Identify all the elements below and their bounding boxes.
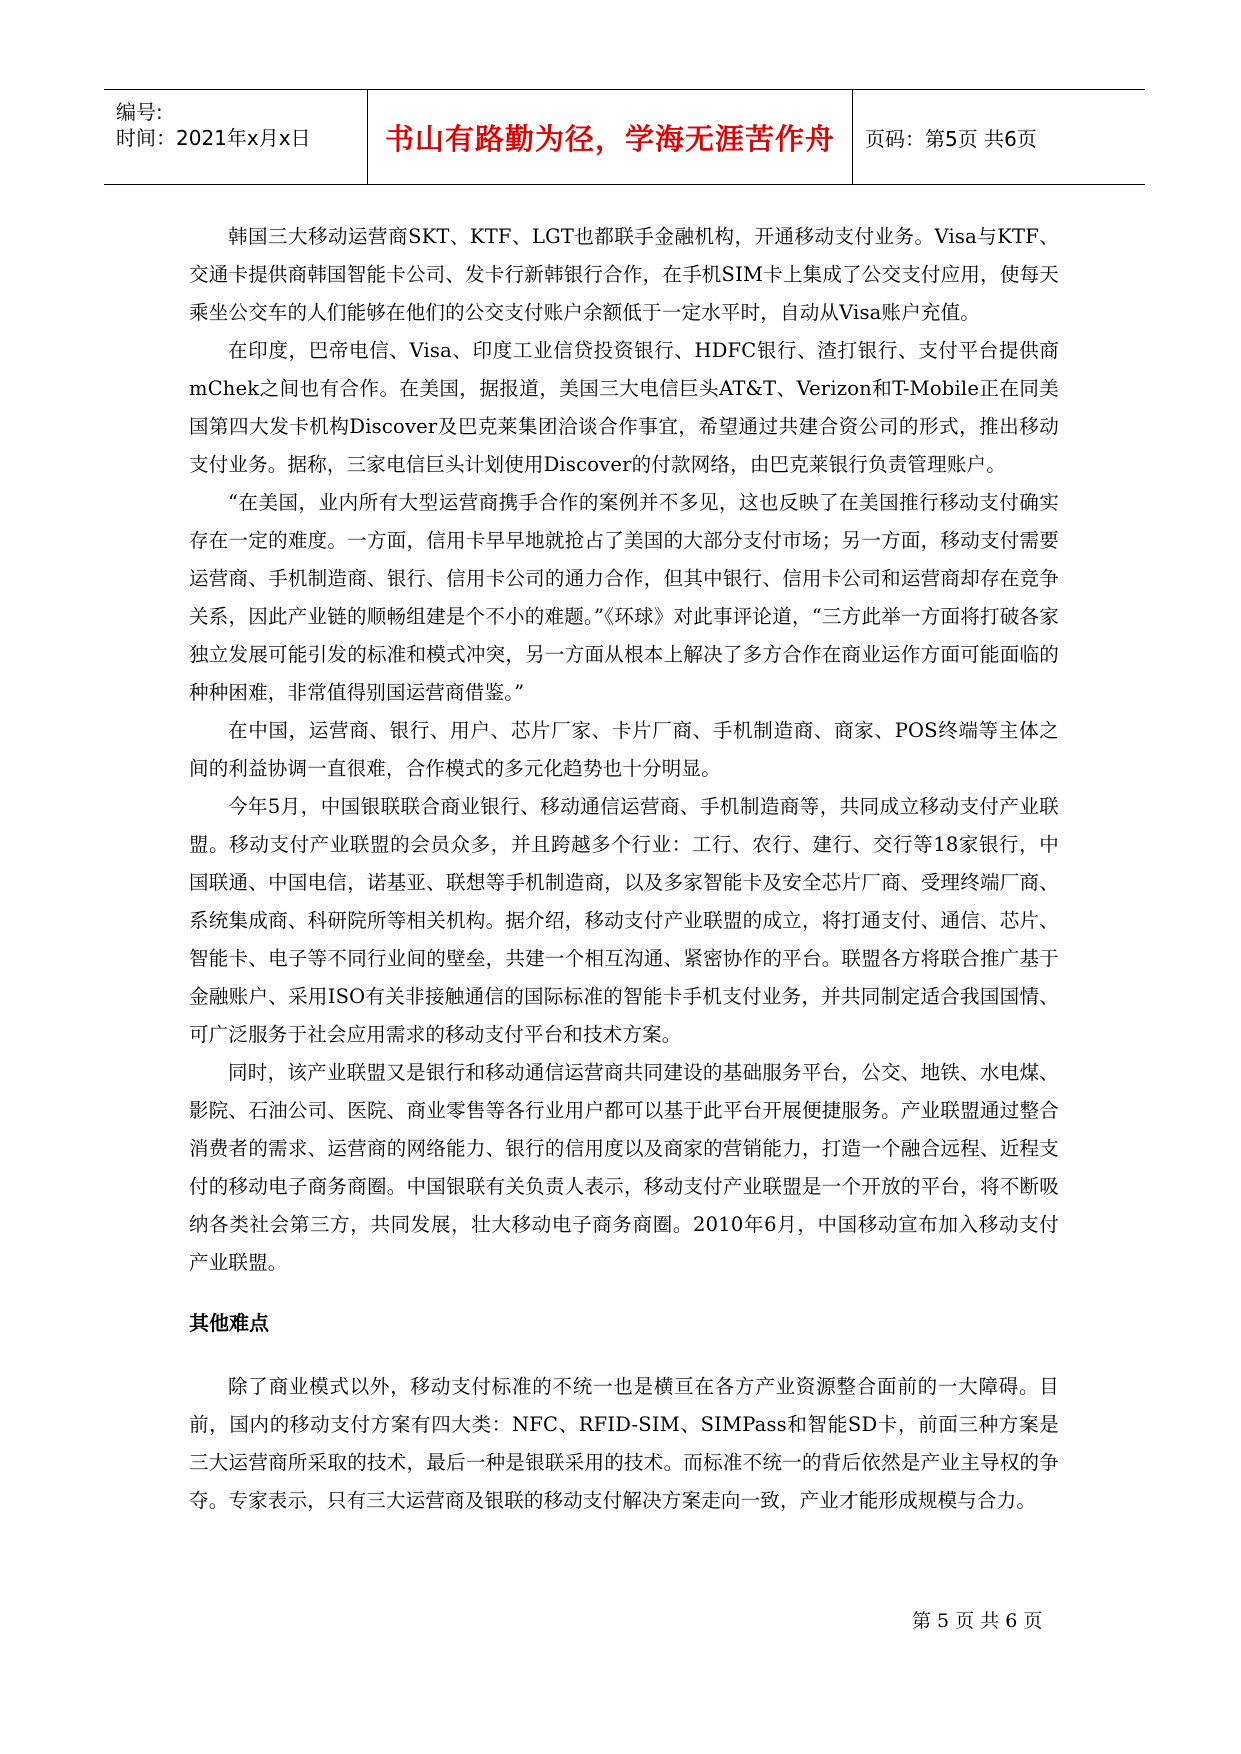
body-paragraph: 韩国三大移动运营商SKT、KTF、LGT也都联手金融机构，开通移动支付业务。Visa与KTF、交通卡提供商韩国智能卡公司、发卡行新韩银行合作，在手机SIM卡上集成了公交支付应用，使每天乘坐公交车的人们能够在他们的公交支付账户余额低于一定水平时，自动从Visa账户充值。 (189, 225, 1059, 324)
section-heading: 其他难点 (189, 1311, 269, 1335)
page-header (104, 89, 1145, 185)
header-meta-cell (104, 90, 368, 184)
document-time-label: 时间：2021年x月x日 (116, 126, 311, 150)
header-page-info: 页码：第5页 共6页 (865, 126, 1037, 151)
body-paragraph: 在中国，运营商、银行、用户、芯片厂家、卡片厂商、手机制造商、商家、POS终端等主体之间的利益协调一直很难，合作模式的多元化趋势也十分明显。 (189, 719, 1059, 780)
document-number-label: 编号: (116, 100, 163, 124)
spacer (189, 1342, 1059, 1368)
document-body (189, 218, 1059, 1520)
spacer (189, 1282, 1059, 1304)
body-paragraph: 在印度，巴帝电信、Visa、印度工业信贷投资银行、HDFC银行、渣打银行、支付平台提供商mChek之间也有合作。在美国，据报道，美国三大电信巨头AT&T、Verizon和T-Mobile正在同美国第四大发卡机构Discover及巴克莱集团洽谈合作事宜，希望通过共建合资公司的形式，推出移动支付业务。据称，三家电信巨头计划使用Discover的付款网络，由巴克莱银行负责管理账户。 (189, 339, 1059, 476)
header-motto-cell (368, 90, 853, 184)
body-paragraph: “在美国，业内所有大型运营商携手合作的案例并不多见，这也反映了在美国推行移动支付确实存在一定的难度。一方面，信用卡早早地就抢占了美国的大部分支付市场；另一方面，移动支付需要运营商、手机制造商、银行、信用卡公司的通力合作，但其中银行、信用卡公司和运营商却存在竞争关系，因此产业链的顺畅组建是个不小的难题。”《环球》对此事评论道，“三方此举一方面将打破各家独立发展可能引发的标准和模式冲突，另一方面从根本上解决了多方合作在商业运作方面可能面临的种种困难，非常值得别国运营商借鉴。” (189, 491, 1059, 704)
body-paragraph: 除了商业模式以外，移动支付标准的不统一也是横亘在各方产业资源整合面前的一大障碍。目前，国内的移动支付方案有四大类：NFC、RFID-SIM、SIMPass和智能SD卡，前面三种方案是三大运营商所采取的技术，最后一种是银联采用的技术。而标准不统一的背后依然是产业主导权的争夺。专家表示，只有三大运营商及银联的移动支付解决方案走向一致，产业才能形成规模与合力。 (189, 1375, 1059, 1512)
page-footer: 第 5 页 共 6 页 (912, 1610, 1043, 1632)
body-paragraph: 今年5月，中国银联联合商业银行、移动通信运营商、手机制造商等，共同成立移动支付产业联盟。移动支付产业联盟的会员众多，并且跨越多个行业：工行、农行、建行、交行等18家银行，中国联通、中国电信，诺基亚、联想等手机制造商，以及多家智能卡及安全芯片厂商、受理终端厂商、系统集成商、科研院所等相关机构。据介绍，移动支付产业联盟的成立，将打通支付、通信、芯片、智能卡、电子等不同行业间的壁垒，共建一个相互沟通、紧密协作的平台。联盟各方将联合推广基于金融账户、采用ISO有关非接触通信的国际标准的智能卡手机支付业务，并共同制定适合我国国情、可广泛服务于社会应用需求的移动支付平台和技术方案。 (189, 795, 1059, 1046)
body-paragraph: 同时，该产业联盟又是银行和移动通信运营商共同建设的基础服务平台，公交、地铁、水电煤、影院、石油公司、医院、商业零售等各行业用户都可以基于此平台开展便捷服务。产业联盟通过整合消费者的需求、运营商的网络能力、银行的信用度以及商家的营销能力，打造一个融合远程、近程支付的移动电子商务商圈。中国银联有关负责人表示，移动支付产业联盟是一个开放的平台，将不断吸纳各类社会第三方，共同发展，壮大移动电子商务商圈。2010年6月，中国移动宣布加入移动支付产业联盟。 (189, 1061, 1059, 1274)
header-page-cell (853, 90, 1145, 184)
header-motto: 书山有路勤为径，学海无涯苦作舟 (384, 121, 835, 156)
